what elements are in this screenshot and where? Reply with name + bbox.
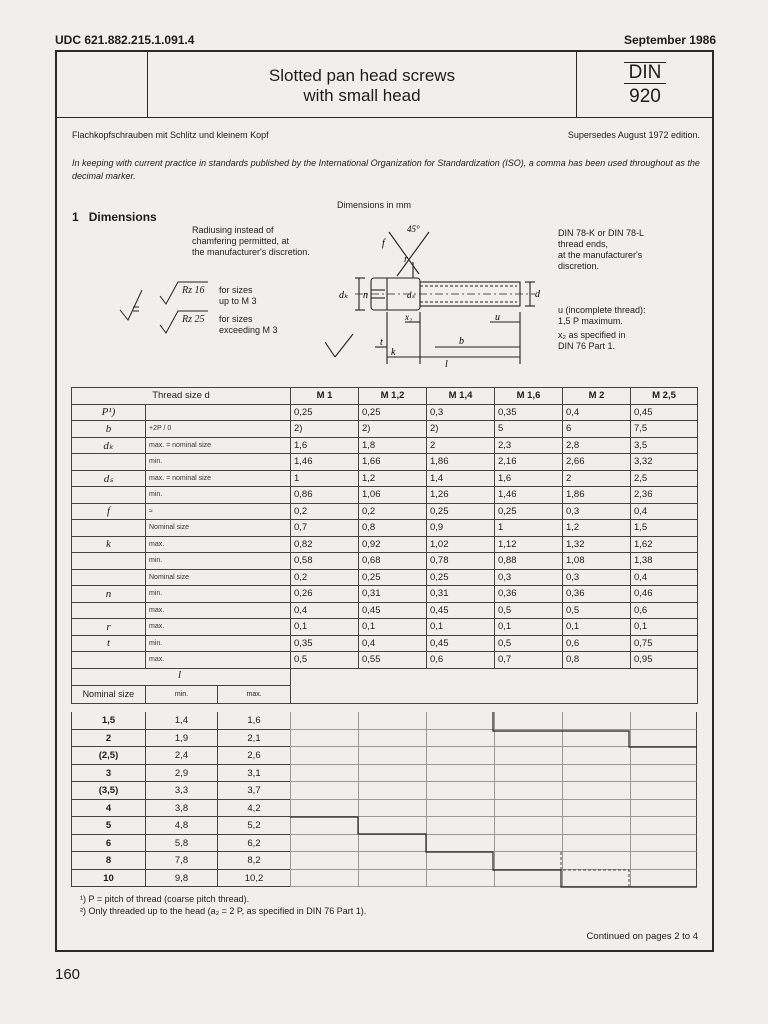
table-cell: 1,62 bbox=[631, 536, 698, 553]
table-cell: 0,55 bbox=[359, 652, 427, 669]
table-cell: 1,02 bbox=[427, 536, 495, 553]
table-cell: 2,3 bbox=[495, 437, 563, 454]
table-cell: 0,2 bbox=[359, 503, 427, 520]
table-cell: 2,5 bbox=[631, 470, 698, 487]
angle-label: 45° bbox=[407, 224, 420, 234]
table-cell: 0,78 bbox=[427, 553, 495, 570]
table-cell: 2,36 bbox=[631, 487, 698, 504]
row-symbol: b bbox=[72, 421, 146, 438]
din-number: 920 bbox=[629, 86, 661, 107]
size-header: M 1,6 bbox=[495, 388, 563, 405]
dim-b: b bbox=[459, 336, 464, 347]
length-cell-min: 9,8 bbox=[145, 870, 217, 888]
length-cell-max: 1,6 bbox=[217, 712, 290, 730]
radius-note bbox=[192, 225, 310, 258]
table-cell: 0,7 bbox=[291, 520, 359, 537]
table-cell: 1,6 bbox=[291, 437, 359, 454]
table-cell: 0,35 bbox=[495, 404, 563, 421]
dim-n: n bbox=[363, 290, 368, 301]
thread-note-line: thread ends, bbox=[558, 239, 609, 249]
size-header: M 1,4 bbox=[427, 388, 495, 405]
table-cell: 2,16 bbox=[495, 454, 563, 471]
row-qualifier: max. bbox=[146, 652, 291, 669]
thread-size-label: Thread size d bbox=[72, 388, 291, 405]
table-cell: 6 bbox=[563, 421, 631, 438]
table-cell: 0,58 bbox=[291, 553, 359, 570]
table-cell: 0,25 bbox=[359, 404, 427, 421]
row-qualifier: max. = nominal size bbox=[146, 437, 291, 454]
page-number: 160 bbox=[55, 966, 81, 983]
table-cell: 0,8 bbox=[563, 652, 631, 669]
row-qualifier: min. bbox=[146, 454, 291, 471]
surface-roughness-symbols bbox=[108, 280, 308, 345]
table-cell: 2) bbox=[359, 421, 427, 438]
table-cell: 1,38 bbox=[631, 553, 698, 570]
table-cell: 0,7 bbox=[495, 652, 563, 669]
table-cell: 2,66 bbox=[563, 454, 631, 471]
table-cell: 0,45 bbox=[631, 404, 698, 421]
table-cell: 2) bbox=[427, 421, 495, 438]
table-cell: 0,5 bbox=[495, 602, 563, 619]
dim-l: l bbox=[445, 359, 448, 370]
row-symbol: dₖ bbox=[72, 437, 146, 454]
table-cell: 0,8 bbox=[359, 520, 427, 537]
table-cell: 0,2 bbox=[291, 569, 359, 586]
table-cell: 0,1 bbox=[631, 619, 698, 636]
length-cell-nom: 10 bbox=[71, 870, 145, 888]
table-cell: 5 bbox=[495, 421, 563, 438]
length-grid bbox=[71, 712, 697, 889]
table-cell: 1,6 bbox=[495, 470, 563, 487]
issue-date: September 1986 bbox=[623, 33, 716, 47]
table-cell: 1,46 bbox=[291, 454, 359, 471]
table-cell: 0,68 bbox=[359, 553, 427, 570]
table-cell: 1,66 bbox=[359, 454, 427, 471]
row-qualifier: min. bbox=[146, 586, 291, 603]
row-symbol bbox=[72, 652, 146, 669]
table-cell: 0,25 bbox=[291, 404, 359, 421]
length-cell-nom: 3 bbox=[71, 765, 145, 783]
table-cell: 1 bbox=[495, 520, 563, 537]
table-row bbox=[72, 454, 698, 471]
length-cell-min: 3,8 bbox=[145, 800, 217, 818]
dim-t: t bbox=[380, 337, 383, 348]
table-row bbox=[72, 635, 698, 652]
incomplete-thread-note bbox=[558, 305, 646, 352]
table-cell: 1,32 bbox=[563, 536, 631, 553]
table-row bbox=[72, 503, 698, 520]
row-symbol: t bbox=[72, 635, 146, 652]
table-cell: 1,46 bbox=[495, 487, 563, 504]
length-cell-min: 2,4 bbox=[145, 747, 217, 765]
din-label: DIN bbox=[624, 62, 666, 84]
thread-end-note bbox=[558, 228, 644, 272]
table-cell: 1,8 bbox=[359, 437, 427, 454]
table-cell: 0,1 bbox=[359, 619, 427, 636]
dim-x2: x₂ bbox=[405, 312, 413, 322]
thread-note-line: at the manufacturer's bbox=[558, 250, 643, 260]
row-symbol: f bbox=[72, 503, 146, 520]
row-symbol bbox=[72, 454, 146, 471]
table-cell: 0,1 bbox=[427, 619, 495, 636]
availability-steps bbox=[71, 712, 697, 889]
footnote-1: ¹) P = pitch of thread (coarse pitch thread). bbox=[80, 894, 250, 904]
table-cell: 0,4 bbox=[291, 602, 359, 619]
l-nominal-label: Nominal size bbox=[72, 686, 146, 703]
table-cell: 0,31 bbox=[359, 586, 427, 603]
units-note: Dimensions in mm bbox=[337, 200, 412, 210]
table-cell: 0,1 bbox=[563, 619, 631, 636]
supersedes-note: Supersedes August 1972 edition. bbox=[567, 130, 700, 140]
length-cell-max: 3,1 bbox=[217, 765, 290, 783]
length-header-cell bbox=[72, 668, 291, 703]
table-cell: 0,45 bbox=[427, 635, 495, 652]
dim-dk: dₖ bbox=[339, 290, 349, 301]
length-cell-min: 5,8 bbox=[145, 835, 217, 853]
dim-u: u bbox=[495, 312, 500, 323]
row-qualifier: ≈ bbox=[146, 503, 291, 520]
dim-f: f bbox=[382, 238, 385, 249]
table-row bbox=[72, 437, 698, 454]
table-cell: 0,6 bbox=[563, 635, 631, 652]
table-cell: 0,25 bbox=[427, 503, 495, 520]
table-cell: 1,5 bbox=[631, 520, 698, 537]
length-cell-nom: (3,5) bbox=[71, 782, 145, 800]
table-row bbox=[72, 520, 698, 537]
table-row bbox=[72, 652, 698, 669]
size-header: M 2,5 bbox=[631, 388, 698, 405]
table-cell: 0,46 bbox=[631, 586, 698, 603]
u-note-line: 1,5 P maximum. bbox=[558, 316, 623, 326]
row-symbol: k bbox=[72, 536, 146, 553]
table-cell: 0,31 bbox=[427, 586, 495, 603]
l-min-label: min. bbox=[146, 686, 219, 703]
length-cell-min: 3,3 bbox=[145, 782, 217, 800]
radius-note-line: the manufacturer's discretion. bbox=[192, 247, 310, 257]
table-cell: 0,75 bbox=[631, 635, 698, 652]
row-qualifier bbox=[146, 404, 291, 421]
row-qualifier: max. bbox=[146, 619, 291, 636]
length-cell-max: 3,7 bbox=[217, 782, 290, 800]
length-cell-max: 2,6 bbox=[217, 747, 290, 765]
row-symbol: n bbox=[72, 586, 146, 603]
header-left-cell bbox=[57, 52, 148, 118]
table-cell: 0,6 bbox=[631, 602, 698, 619]
table-cell: 0,95 bbox=[631, 652, 698, 669]
length-header-row bbox=[72, 668, 698, 703]
table-cell: 0,92 bbox=[359, 536, 427, 553]
table-cell: 0,35 bbox=[291, 635, 359, 652]
length-cell-nom: 2 bbox=[71, 730, 145, 748]
table-cell: 0,36 bbox=[495, 586, 563, 603]
table-cell: 0,36 bbox=[563, 586, 631, 603]
u-note-line: u (incomplete thread): bbox=[558, 305, 646, 315]
length-cell-nom: (2,5) bbox=[71, 747, 145, 765]
table-cell: 0,25 bbox=[495, 503, 563, 520]
table-cell: 0,82 bbox=[291, 536, 359, 553]
table-cell: 1,12 bbox=[495, 536, 563, 553]
rz25-text-2: exceeding M 3 bbox=[219, 325, 278, 335]
l-symbol: l bbox=[177, 668, 182, 681]
row-symbol: r bbox=[72, 619, 146, 636]
thread-note-line: discretion. bbox=[558, 261, 600, 271]
length-cell-min: 4,8 bbox=[145, 817, 217, 835]
length-cell-max: 2,1 bbox=[217, 730, 290, 748]
length-cell-max: 4,2 bbox=[217, 800, 290, 818]
table-cell: 0,1 bbox=[495, 619, 563, 636]
table-cell: 0,88 bbox=[495, 553, 563, 570]
length-cell-max: 6,2 bbox=[217, 835, 290, 853]
rz25-label: Rz 25 bbox=[182, 314, 205, 325]
length-cell-nom: 5 bbox=[71, 817, 145, 835]
table-cell: 0,1 bbox=[291, 619, 359, 636]
row-qualifier: min. bbox=[146, 635, 291, 652]
row-symbol: P¹) bbox=[72, 404, 146, 421]
length-cell-nom: 1,5 bbox=[71, 712, 145, 730]
table-row bbox=[72, 470, 698, 487]
row-qualifier: Nominal size bbox=[146, 520, 291, 537]
dim-r: r bbox=[404, 254, 408, 265]
table-cell: 7,5 bbox=[631, 421, 698, 438]
iso-note: In keeping with current practice in standards published by the International Organization for Standardization (ISO), a comma has been used throughout as the decimal marker. bbox=[72, 158, 700, 181]
table-cell: 0,86 bbox=[291, 487, 359, 504]
size-header: M 1,2 bbox=[359, 388, 427, 405]
table-cell: 0,3 bbox=[495, 569, 563, 586]
table-cell: 0,3 bbox=[563, 569, 631, 586]
row-qualifier: max. bbox=[146, 536, 291, 553]
continued-note: Continued on pages 2 to 4 bbox=[586, 931, 698, 942]
table-cell: 0,5 bbox=[495, 635, 563, 652]
row-symbol bbox=[72, 487, 146, 504]
table-cell: 0,26 bbox=[291, 586, 359, 603]
row-qualifier: min. bbox=[146, 553, 291, 570]
table-body bbox=[72, 404, 698, 668]
check-mark-icon bbox=[120, 290, 142, 320]
length-cell-nom: 8 bbox=[71, 852, 145, 870]
table-cell: 0,9 bbox=[427, 520, 495, 537]
dim-k: k bbox=[391, 347, 396, 358]
thread-note-line: DIN 78-K or DIN 78-L bbox=[558, 228, 645, 238]
document-title bbox=[148, 52, 577, 118]
length-cell-min: 2,9 bbox=[145, 765, 217, 783]
udc-code: UDC 621.882.215.1.091.4 bbox=[55, 33, 195, 47]
din-box bbox=[578, 52, 712, 118]
length-cell-min: 7,8 bbox=[145, 852, 217, 870]
length-blank bbox=[291, 668, 698, 703]
x2-note-line: DIN 76 Part 1. bbox=[558, 341, 616, 351]
table-cell: 1,2 bbox=[563, 520, 631, 537]
table-header-row bbox=[72, 388, 698, 405]
table-cell: 3,32 bbox=[631, 454, 698, 471]
table-cell: 0,5 bbox=[563, 602, 631, 619]
section-heading bbox=[72, 210, 157, 224]
table-cell: 0,6 bbox=[427, 652, 495, 669]
table-cell: 2 bbox=[563, 470, 631, 487]
table-cell: 2,8 bbox=[563, 437, 631, 454]
table-cell: 0,3 bbox=[427, 404, 495, 421]
screw-drawing bbox=[325, 222, 550, 372]
l-max-label: max. bbox=[246, 690, 262, 698]
dimension-table bbox=[71, 387, 698, 704]
table-cell: 1,4 bbox=[427, 470, 495, 487]
table-row bbox=[72, 487, 698, 504]
table-cell: 1,86 bbox=[563, 487, 631, 504]
table-cell: 0,4 bbox=[631, 569, 698, 586]
dim-d: d bbox=[535, 289, 540, 300]
row-symbol bbox=[72, 569, 146, 586]
table-row bbox=[72, 553, 698, 570]
radius-note-line: Radiusing instead of bbox=[192, 225, 274, 235]
table-cell: 0,4 bbox=[631, 503, 698, 520]
table-cell: 1,06 bbox=[359, 487, 427, 504]
row-symbol bbox=[72, 553, 146, 570]
german-title: Flachkopfschrauben mit Schlitz und kleinem Kopf bbox=[72, 130, 269, 140]
section-title: Dimensions bbox=[88, 210, 157, 224]
length-cell-max: 10,2 bbox=[217, 870, 290, 888]
title-line-1: Slotted pan head screws bbox=[268, 66, 456, 85]
size-header: M 1 bbox=[291, 388, 359, 405]
size-header: M 2 bbox=[563, 388, 631, 405]
length-cell-max: 5,2 bbox=[217, 817, 290, 835]
rz16-text-1: for sizes bbox=[219, 285, 253, 295]
length-cell-nom: 4 bbox=[71, 800, 145, 818]
table-cell: 0,4 bbox=[563, 404, 631, 421]
table-cell: 1,2 bbox=[359, 470, 427, 487]
table-row bbox=[72, 586, 698, 603]
row-qualifier: max. bbox=[146, 602, 291, 619]
table-row bbox=[72, 404, 698, 421]
row-qualifier: min. bbox=[146, 487, 291, 504]
radius-note-line: chamfering permitted, at bbox=[192, 236, 290, 246]
footnotes bbox=[80, 893, 366, 917]
table-cell: 1,08 bbox=[563, 553, 631, 570]
table-cell: 3,5 bbox=[631, 437, 698, 454]
length-cell-nom: 6 bbox=[71, 835, 145, 853]
table-cell: 0,25 bbox=[427, 569, 495, 586]
length-cell-min: 1,9 bbox=[145, 730, 217, 748]
table-cell: 2) bbox=[291, 421, 359, 438]
table-cell: 0,5 bbox=[291, 652, 359, 669]
dim-ds: dₛ bbox=[407, 290, 415, 300]
length-cell-max: 8,2 bbox=[217, 852, 290, 870]
table-cell: 0,3 bbox=[563, 503, 631, 520]
row-qualifier: Nominal size bbox=[146, 569, 291, 586]
header-divider bbox=[57, 117, 712, 118]
table-cell: 0,25 bbox=[359, 569, 427, 586]
table-row bbox=[72, 602, 698, 619]
section-number: 1 bbox=[72, 210, 79, 224]
footnote-2: ²) Only threaded up to the head (a₂ = 2 P, as specified in DIN 76 Part 1). bbox=[80, 906, 367, 916]
rz25-text-1: for sizes bbox=[219, 314, 253, 324]
table-row bbox=[72, 569, 698, 586]
row-symbol: dₛ bbox=[72, 470, 146, 487]
table-cell: 0,45 bbox=[427, 602, 495, 619]
row-symbol bbox=[72, 520, 146, 537]
rz16-text-2: up to M 3 bbox=[219, 296, 257, 306]
row-qualifier: +2P / 0 bbox=[146, 421, 291, 438]
table-cell: 0,45 bbox=[359, 602, 427, 619]
table-cell: 1,86 bbox=[427, 454, 495, 471]
row-symbol bbox=[72, 602, 146, 619]
length-cell-min: 1,4 bbox=[145, 712, 217, 730]
row-qualifier: max. = nominal size bbox=[146, 470, 291, 487]
table-cell: 1 bbox=[291, 470, 359, 487]
rz16-label: Rz 16 bbox=[182, 285, 205, 296]
table-row bbox=[72, 536, 698, 553]
table-cell: 1,26 bbox=[427, 487, 495, 504]
table-cell: 0,4 bbox=[359, 635, 427, 652]
x2-note-line: x₂ as specified in bbox=[558, 330, 626, 340]
table-cell: 0,2 bbox=[291, 503, 359, 520]
table-row bbox=[72, 421, 698, 438]
table-cell: 2 bbox=[427, 437, 495, 454]
title-line-2: with small head bbox=[303, 86, 421, 105]
table-row bbox=[72, 619, 698, 636]
